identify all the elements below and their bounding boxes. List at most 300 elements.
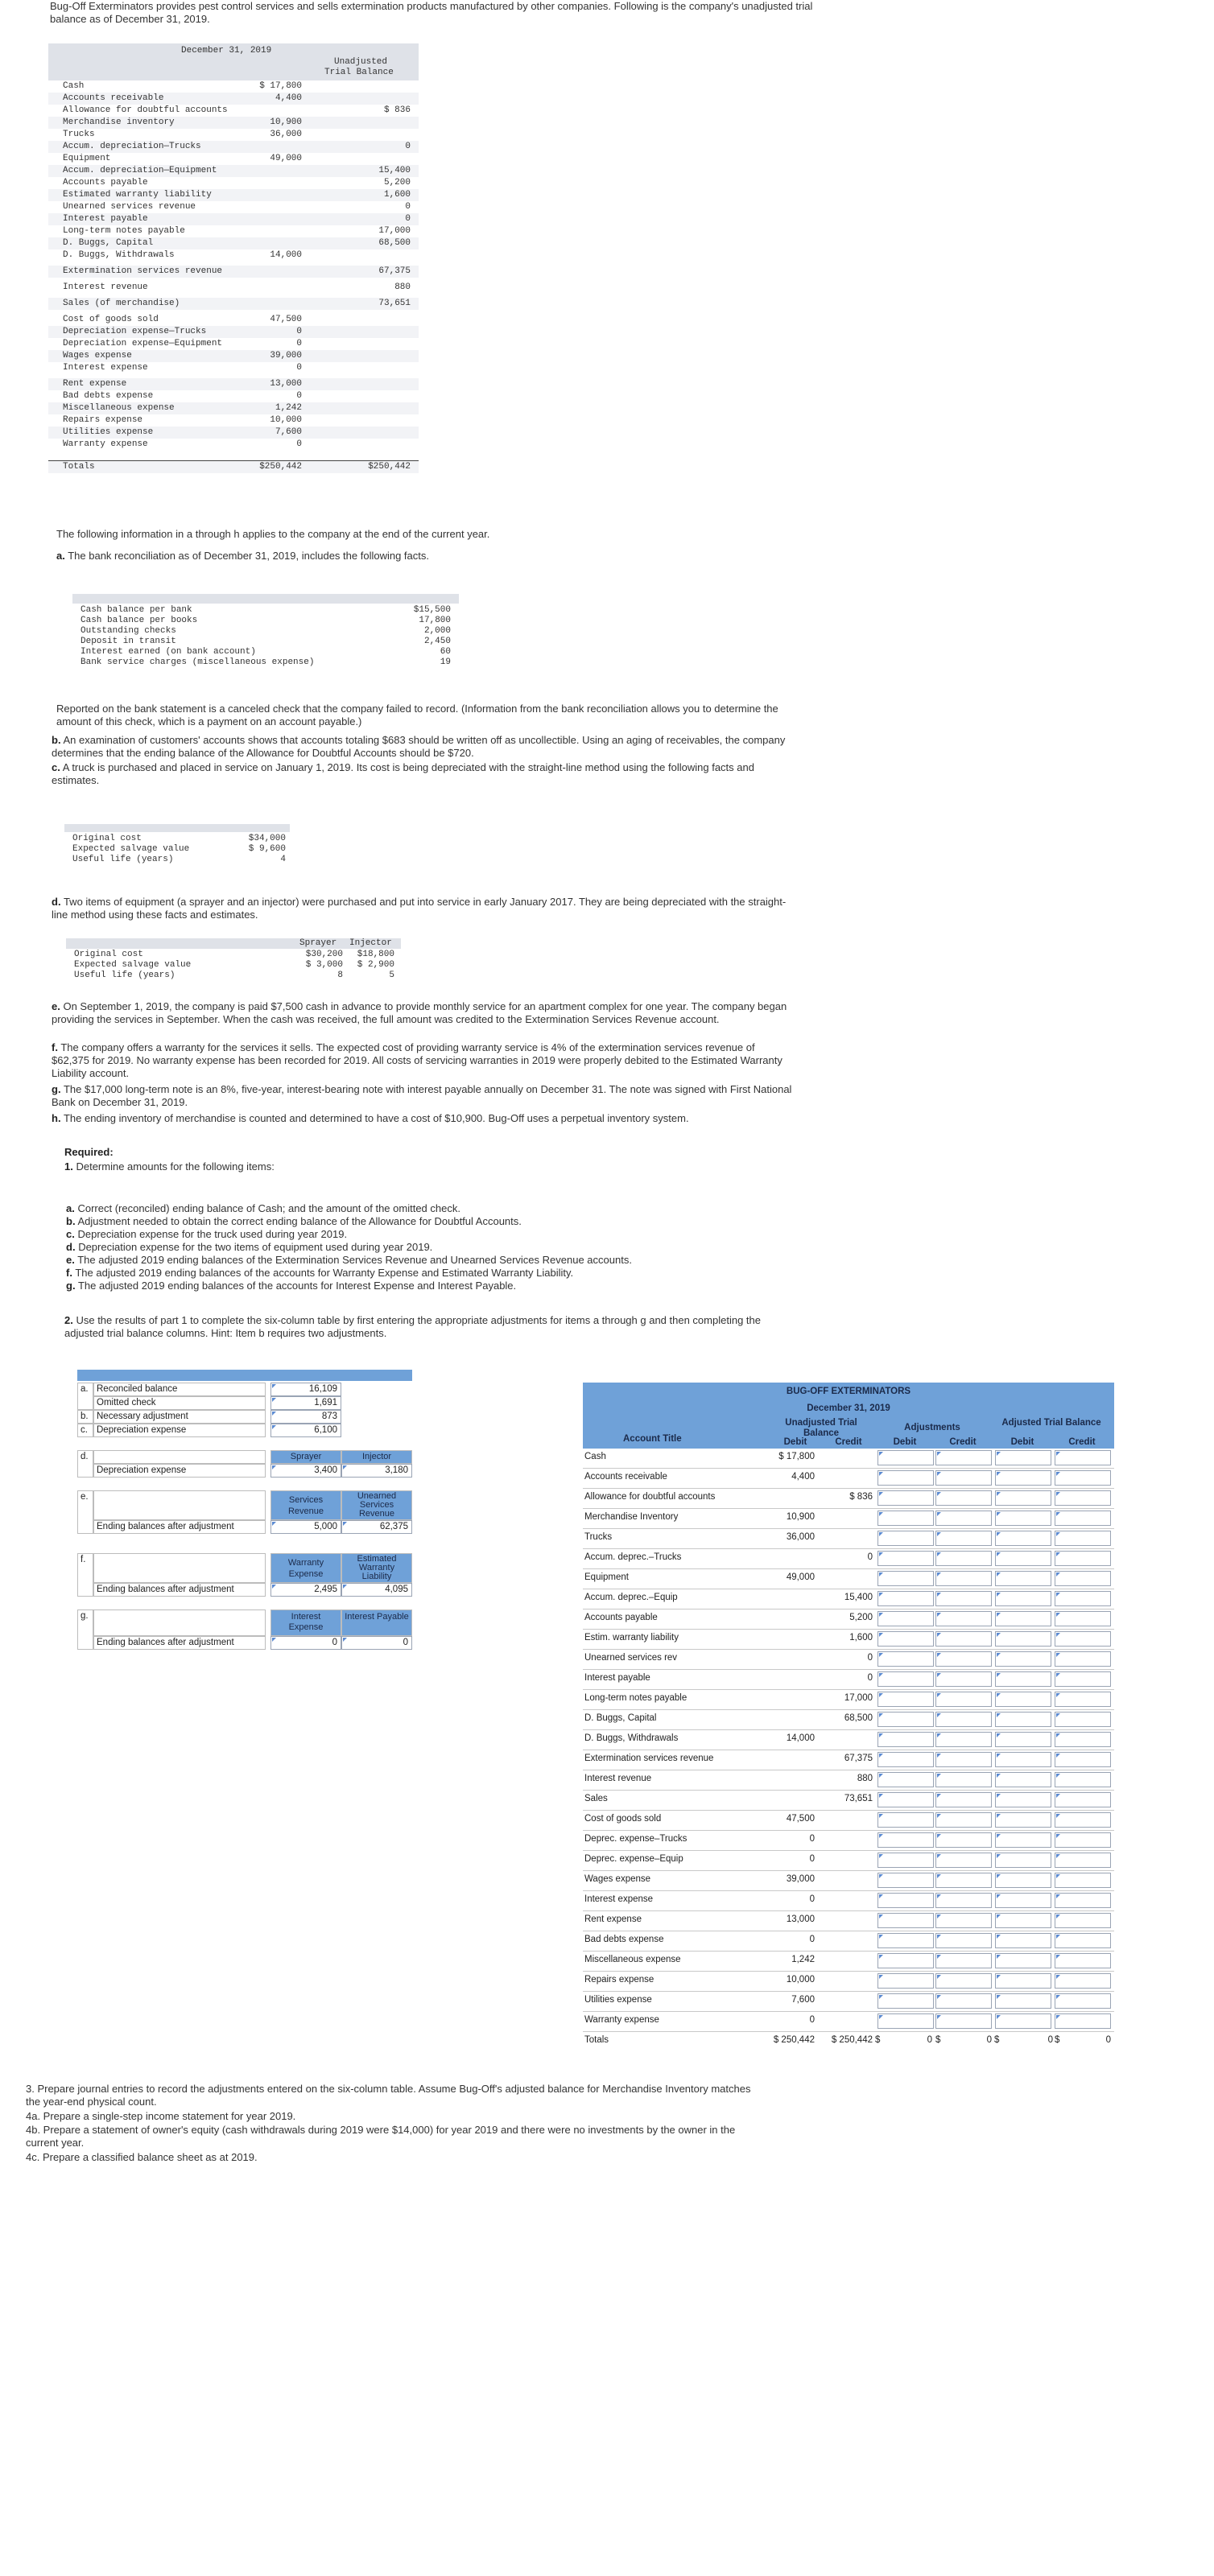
ans-f-blank: [93, 1553, 266, 1583]
six-unadj-debit-value: 0: [809, 2015, 815, 2025]
six-account-name: Trucks: [584, 1532, 613, 1542]
tb-credit: 0: [405, 142, 411, 151]
six-atb-debit-input[interactable]: [995, 1873, 1051, 1888]
six-row: [583, 1449, 1114, 1469]
six-atb-credit-input[interactable]: [1055, 1873, 1111, 1888]
six-atb-credit-input[interactable]: [1055, 1913, 1111, 1928]
ans-e-header-services: Services Revenue: [270, 1490, 341, 1520]
six-atb-debit-input[interactable]: [995, 1470, 1051, 1486]
tb-debit: 13,000: [270, 379, 302, 389]
six-atb-credit-input[interactable]: [1055, 1893, 1111, 1908]
six-row: [583, 1730, 1114, 1750]
six-atb-credit-input[interactable]: [1055, 1692, 1111, 1707]
six-row: [583, 1911, 1114, 1931]
tb-debit: 1,242: [275, 403, 302, 413]
six-unadj-debit-value: 4,400: [791, 1472, 815, 1482]
sprayer-depreciation-input[interactable]: 3,400: [270, 1464, 341, 1478]
six-account-name: Bad debts expense: [584, 1935, 664, 1944]
intro-text: Bug-Off Exterminators provides pest control services and sells extermination products manufactured by other companies. Following is the company's unadjusted trial balance as of December 31, 2019.: [50, 0, 813, 25]
ans-f-header-warranty-expense: Warranty Expense: [270, 1553, 341, 1583]
req1-items: [66, 1202, 791, 1292]
six-atb-debit-input[interactable]: [995, 1571, 1051, 1586]
six-atb-debit-input[interactable]: [995, 1712, 1051, 1727]
six-adj-debit-input[interactable]: [877, 1551, 934, 1566]
six-row: [583, 1529, 1114, 1549]
six-adj-credit-input[interactable]: [935, 1832, 992, 1848]
six-adj-credit-input[interactable]: [935, 1470, 992, 1486]
tb-row: [48, 439, 419, 451]
six-account-name: Warranty expense: [584, 2015, 659, 2025]
item-f: The company offers a warranty for the services it sells. The expected cost of providing warranty service is 4% of the extermination services revenue of $62,375 for 2019. No warranty expense has been recorded for 2019. All costs of servicing warranties in 2019 were properly debited to the Estimated Warranty Liability account.: [52, 1041, 782, 1079]
tb-credit: 67,375: [378, 266, 411, 276]
six-totals-debit: $ 250,442: [773, 2035, 815, 2045]
six-atb-credit-input[interactable]: [1055, 1752, 1111, 1767]
ans-e-header-unearned: Unearned Services Revenue: [341, 1490, 412, 1520]
six-unadj-debit-value: 10,900: [786, 1512, 815, 1522]
six-atb-debit-input[interactable]: [995, 1832, 1051, 1848]
warranty-expense-input[interactable]: 2,495: [270, 1583, 341, 1597]
six-unadj-credit-value: 880: [857, 1774, 873, 1783]
ans-a-row2: Omitted check: [93, 1396, 266, 1410]
tb-row: [48, 314, 419, 326]
ans-d-label: d.: [77, 1450, 93, 1478]
ans-b-label: b.: [77, 1410, 93, 1424]
bank-reconciliation-table: [72, 605, 459, 668]
six-unadj-debit-value: 0: [809, 1854, 815, 1864]
ans-c-row: Depreciation expense: [93, 1424, 266, 1437]
tb-row: [48, 249, 419, 262]
req1-item-text: Depreciation expense for the two items of equipment used during year 2019.: [78, 1241, 433, 1253]
reconciled-balance-input[interactable]: 16,109: [270, 1383, 341, 1396]
tb-row: [48, 266, 419, 278]
item-d: Two items of equipment (a sprayer and an injector) were purchased and put into service in early January 2017. They are being depreciated with the straight-line method using these facts and estimates.: [52, 896, 787, 921]
equip-sprayer-value: 8: [337, 971, 343, 980]
six-atb-credit-input[interactable]: [1055, 1571, 1111, 1586]
six-unadj-debit-value: 0: [809, 1894, 815, 1904]
tb-account-name: Accounts receivable: [63, 93, 164, 103]
six-adj-credit-input[interactable]: [935, 1631, 992, 1647]
six-atb-credit-input[interactable]: [1055, 1712, 1111, 1727]
req1-item: [66, 1254, 791, 1267]
six-account-name: Miscellaneous expense: [584, 1955, 681, 1964]
item-c: A truck is purchased and placed in service on January 1, 2019. Its cost is being depreciated with the straight-line method using the following facts and estimates.: [52, 761, 754, 786]
item-a: The bank reconciliation as of December 31, 2019, includes the following facts.: [68, 550, 429, 562]
six-account-name: Extermination services revenue: [584, 1754, 714, 1763]
six-adj-credit-input[interactable]: [935, 1853, 992, 1868]
six-account-name: Accounts receivable: [584, 1472, 667, 1482]
truck-item-value: 4: [280, 855, 286, 864]
six-tot-atb-d: 0: [1047, 2035, 1053, 2045]
six-adj-debit-input[interactable]: [877, 1631, 934, 1647]
six-col-headers: [583, 1416, 1114, 1449]
req1-item-letter: c.: [66, 1228, 75, 1240]
six-atb-credit-input[interactable]: [1055, 1953, 1111, 1968]
tb-debit: 36,000: [270, 130, 302, 139]
six-adj-debit-input[interactable]: [877, 1611, 934, 1626]
truck-depreciation-input[interactable]: 6,100: [270, 1424, 341, 1437]
bank-item-value: 17,800: [419, 616, 451, 625]
six-adj-credit-input[interactable]: [935, 1611, 992, 1626]
tb-account-name: Estimated warranty liability: [63, 190, 212, 200]
six-atb-credit-input[interactable]: [1055, 1832, 1111, 1848]
bank-item-name: Interest earned (on bank account): [81, 647, 256, 657]
truck-item-name: Useful life (years): [72, 855, 174, 864]
six-atb-debit-input[interactable]: [995, 1671, 1051, 1687]
six-account-name: Sales: [584, 1794, 608, 1803]
bank-item-name: Cash balance per bank: [81, 605, 192, 615]
ans-e-label: e.: [77, 1490, 93, 1534]
six-adj-credit-input[interactable]: [935, 1913, 992, 1928]
item-g-text: g. The $17,000 long-term note is an 8%, five-year, interest-bearing note with interest payable annually on December 31. The note was signed with First National Bank on December 31, 2019.: [52, 1083, 792, 1108]
six-row: [583, 1750, 1114, 1770]
six-adj-credit-input[interactable]: [935, 1993, 992, 2009]
tb-credit: 5,200: [383, 178, 411, 188]
six-atb-debit-input[interactable]: [995, 1953, 1051, 1968]
equip-item-name: Original cost: [74, 950, 143, 959]
tb-row: [48, 165, 419, 177]
six-unadj-credit-value: 73,651: [844, 1794, 873, 1803]
bank-row: [72, 626, 459, 637]
item-b-text: b. An examination of customers' accounts shows that accounts totaling $683 should be written off as uncollectible. Using an aging of receivables, the company determines that the ending balance of the Allowance for Doubtful Accounts should be $720.: [52, 734, 786, 759]
six-atb-debit-input[interactable]: [995, 1732, 1051, 1747]
tb-credit: 68,500: [378, 238, 411, 248]
six-adj-debit-input[interactable]: [877, 1470, 934, 1486]
tb-col-header-1: Unadjusted: [334, 57, 388, 67]
six-atb-debit-input[interactable]: [995, 1993, 1051, 2009]
tb-account-name: Repairs expense: [63, 415, 143, 425]
tb-row: [48, 362, 419, 374]
item-h: The ending inventory of merchandise is counted and determined to have a cost of $10,900. Bug-Off uses a perpetual inventory system.: [63, 1112, 689, 1124]
six-adj-debit-input[interactable]: [877, 1812, 934, 1828]
ans-d-blank: [93, 1450, 266, 1464]
six-atb-credit-input[interactable]: [1055, 1551, 1111, 1566]
injector-depreciation-input[interactable]: 3,180: [341, 1464, 412, 1478]
six-atb-credit-input[interactable]: [1055, 1973, 1111, 1989]
unearned-services-revenue-input[interactable]: 62,375: [341, 1520, 412, 1534]
tb-account-name: Trucks: [63, 130, 95, 139]
six-row: [583, 1609, 1114, 1630]
six-account-name: Accum. deprec.–Equip: [584, 1593, 678, 1602]
six-atb-credit-input[interactable]: [1055, 1651, 1111, 1667]
ans-g-header-interest-payable: Interest Payable: [341, 1609, 412, 1636]
six-adj-debit-input[interactable]: [877, 1913, 934, 1928]
six-adj-credit-input[interactable]: [935, 1893, 992, 1908]
six-adj-credit-input[interactable]: [935, 1531, 992, 1546]
equipment-table: [66, 950, 401, 981]
tb-account-name: Miscellaneous expense: [63, 403, 175, 413]
six-atb-credit-input[interactable]: [1055, 1853, 1111, 1868]
six-adj-credit-input[interactable]: [935, 1792, 992, 1807]
six-adj-credit-input[interactable]: [935, 1551, 992, 1566]
six-atb-credit-input[interactable]: [1055, 1933, 1111, 1948]
six-atb-debit-input[interactable]: [995, 1611, 1051, 1626]
six-adj-debit-input[interactable]: [877, 1571, 934, 1586]
six-atb-credit-input[interactable]: [1055, 1450, 1111, 1465]
req1-item: [66, 1202, 791, 1215]
tb-row: [48, 390, 419, 402]
six-atb-credit-input[interactable]: [1055, 1732, 1111, 1747]
six-adj-credit-input[interactable]: [935, 1450, 992, 1465]
six-adj-debit-input[interactable]: [877, 1450, 934, 1465]
six-adj-debit-input[interactable]: [877, 1651, 934, 1667]
bank-item-value: 60: [440, 647, 451, 657]
item-a-text: a. The bank reconciliation as of December 31, 2019, includes the following facts.: [56, 550, 429, 562]
six-atb-credit-input[interactable]: [1055, 1772, 1111, 1787]
six-adj-credit-input[interactable]: [935, 1812, 992, 1828]
part1-answer-table: [77, 1370, 412, 1732]
six-atb-debit-input[interactable]: [995, 1551, 1051, 1566]
tb-row: [48, 414, 419, 427]
six-adj-debit-input[interactable]: [877, 1893, 934, 1908]
ans-e-blank: [93, 1490, 266, 1520]
tb-debit: 10,000: [270, 415, 302, 425]
six-unadj-debit-value: $ 17,800: [778, 1452, 815, 1461]
truck-row: [64, 834, 290, 844]
six-adj-debit-input[interactable]: [877, 1873, 934, 1888]
six-atb-credit-input[interactable]: [1055, 1671, 1111, 1687]
tb-credit: 880: [394, 282, 411, 292]
six-row: [583, 1690, 1114, 1710]
six-atb-debit-input[interactable]: [995, 1973, 1051, 1989]
six-adj-credit-input[interactable]: [935, 1591, 992, 1606]
tb-credit: $250,442: [368, 462, 411, 472]
req1-item-letter: f.: [66, 1267, 72, 1279]
six-totals-row: [583, 2032, 1114, 2051]
six-adj-debit-input[interactable]: [877, 1792, 934, 1807]
req1-item-text: The adjusted 2019 ending balances of the accounts for Interest Expense and Interest Payable.: [77, 1280, 517, 1292]
req4a-text: 4a. Prepare a single-step income statement for year 2019.: [26, 2110, 296, 2122]
six-account-name: Deprec. expense–Trucks: [584, 1834, 688, 1844]
equip-item-name: Expected salvage value: [74, 960, 192, 970]
six-account-name: D. Buggs, Capital: [584, 1713, 657, 1723]
six-atb-debit-input[interactable]: [995, 1853, 1051, 1868]
bank-header-bar: [72, 594, 459, 604]
six-adj-debit-input[interactable]: [877, 1953, 934, 1968]
six-adj-credit-input[interactable]: [935, 1511, 992, 1526]
item-b: An examination of customers' accounts shows that accounts totaling $683 should be written off as uncollectible. Using an aging of receivables, the company determines that the ending balance of the Allowance for Doubtful Accounts should be $720.: [52, 734, 786, 759]
six-adj-debit-input[interactable]: [877, 1591, 934, 1606]
equip-injector-value: 5: [389, 971, 394, 980]
ans-d-header-injector: Injector: [341, 1450, 412, 1464]
tb-debit: 0: [296, 339, 302, 348]
six-atb-debit-input[interactable]: [995, 1933, 1051, 1948]
six-adj-debit-input[interactable]: [877, 1671, 934, 1687]
ans-g-header-interest-expense: Interest Expense: [270, 1609, 341, 1636]
ans-e-row: Ending balances after adjustment: [93, 1520, 266, 1534]
equip-row: [66, 960, 401, 971]
six-adj-debit-input[interactable]: [877, 1531, 934, 1546]
six-atb-debit-input[interactable]: [995, 1772, 1051, 1787]
six-adj-credit-input[interactable]: [935, 1933, 992, 1948]
six-adj-debit-input[interactable]: [877, 1832, 934, 1848]
six-atb-credit-input[interactable]: [1055, 1591, 1111, 1606]
bank-row: [72, 616, 459, 626]
six-adj-credit-input[interactable]: [935, 2013, 992, 2029]
six-adj-debit-input[interactable]: [877, 1712, 934, 1727]
tb-account-name: Totals: [63, 462, 95, 472]
six-unadj-credit-value: $ 836: [849, 1492, 873, 1502]
tb-account-name: Sales (of merchandise): [63, 299, 180, 308]
tb-row: [48, 460, 419, 473]
six-row: [583, 1770, 1114, 1791]
tb-row: [48, 105, 419, 117]
six-atb-credit-input[interactable]: [1055, 1812, 1111, 1828]
six-unadj-debit-value: 14,000: [786, 1733, 815, 1743]
bank-row: [72, 605, 459, 616]
six-atb-credit-input[interactable]: [1055, 1993, 1111, 2009]
six-account-name: Deprec. expense–Equip: [584, 1854, 683, 1864]
equip-injector-value: $18,800: [357, 950, 394, 959]
six-atb-debit-input[interactable]: [995, 1511, 1051, 1526]
six-unadj-debit: Debit: [783, 1437, 807, 1447]
six-atb-debit-input[interactable]: [995, 1692, 1051, 1707]
six-row: [583, 1710, 1114, 1730]
six-unadj-debit-value: 0: [809, 1834, 815, 1844]
six-atb-debit-input[interactable]: [995, 1812, 1051, 1828]
six-adj-credit-input[interactable]: [935, 1772, 992, 1787]
bank-item-name: Outstanding checks: [81, 626, 176, 636]
six-atb-credit-input[interactable]: [1055, 1490, 1111, 1506]
six-adj-credit-input[interactable]: [935, 1692, 992, 1707]
ans-a-row1: Reconciled balance: [93, 1383, 266, 1396]
six-row: [583, 1509, 1114, 1529]
req1-item-text: The adjusted 2019 ending balances of the accounts for Warranty Expense and Estimated Warranty Liability.: [75, 1267, 574, 1279]
tb-debit: 0: [296, 363, 302, 373]
equip-injector-value: $ 2,900: [357, 960, 394, 970]
req1-item-text: Correct (reconciled) ending balance of Cash; and the amount of the omitted check.: [77, 1202, 460, 1214]
six-group-adjusted: Adjusted Trial Balance: [1001, 1418, 1101, 1428]
six-atb-credit-input[interactable]: [1055, 1611, 1111, 1626]
six-adj-credit-input[interactable]: [935, 1973, 992, 1989]
truck-item-value: $34,000: [248, 834, 286, 843]
six-atb-debit-input[interactable]: [995, 1792, 1051, 1807]
six-adj-debit-input[interactable]: [877, 1933, 934, 1948]
six-atb-credit-input[interactable]: [1055, 1511, 1111, 1526]
tb-row: [48, 177, 419, 189]
six-atb-debit-input[interactable]: [995, 1591, 1051, 1606]
six-unadj-debit-value: 47,500: [786, 1814, 815, 1824]
six-adj-credit-input[interactable]: [935, 1490, 992, 1506]
interest-expense-input[interactable]: 0: [270, 1636, 341, 1650]
warranty-liability-input[interactable]: 4,095: [341, 1583, 412, 1597]
six-adj-debit-input[interactable]: [877, 1993, 934, 2009]
six-atb-debit-input[interactable]: [995, 1490, 1051, 1506]
req1-item-text: The adjusted 2019 ending balances of the Extermination Services Revenue and Unearned Services Revenue accounts.: [77, 1254, 632, 1266]
tb-row: [48, 189, 419, 201]
item-h-text: h. The ending inventory of merchandise is counted and determined to have a cost of $10,900. Bug-Off uses a perpetual inventory system.: [52, 1112, 689, 1124]
req1-item-letter: a.: [66, 1202, 75, 1214]
interest-payable-input[interactable]: 0: [341, 1636, 412, 1650]
six-adj-credit-input[interactable]: [935, 1752, 992, 1767]
necessary-adjustment-input[interactable]: 873: [270, 1410, 341, 1424]
six-adj-credit-input[interactable]: [935, 1571, 992, 1586]
omitted-check-input[interactable]: 1,691: [270, 1396, 341, 1410]
six-company: BUG-OFF EXTERMINATORS: [583, 1383, 1114, 1400]
item-e: On September 1, 2019, the company is paid $7,500 cash in advance to provide monthly service for an apartment complex for one year. The company began providing the services in September. When the cash was received, the full amount was credited to the Extermination Services Revenue account.: [52, 1000, 787, 1025]
req3-text: 3. Prepare journal entries to record the adjustments entered on the six-column table. Assume Bug-Off's adjusted balance for Merchandise Inventory matches the year-end physical count.: [26, 2083, 751, 2108]
six-unadj-credit: Credit: [835, 1437, 862, 1447]
six-adj-debit-input[interactable]: [877, 1752, 934, 1767]
six-adj-credit-input[interactable]: [935, 1651, 992, 1667]
six-account-name: Merchandise Inventory: [584, 1512, 679, 1522]
bank-row: [72, 647, 459, 657]
trial-balance-header: [48, 43, 419, 80]
tb-row: [48, 213, 419, 225]
ans-f-row: Ending balances after adjustment: [93, 1583, 266, 1597]
tb-row: [48, 402, 419, 414]
six-adj-credit-input[interactable]: [935, 1712, 992, 1727]
six-atb-debit-input[interactable]: [995, 2013, 1051, 2029]
req1-item: [66, 1280, 791, 1292]
reported-text: Reported on the bank statement is a canceled check that the company failed to record. (Information from the bank reconciliation allows you to determine the amount of this check, which is a payment on an account payable.): [56, 703, 778, 727]
six-atb-credit-input[interactable]: [1055, 1531, 1111, 1546]
six-adj-debit-input[interactable]: [877, 1772, 934, 1787]
six-row: [583, 1569, 1114, 1589]
six-atb-debit-input[interactable]: [995, 1651, 1051, 1667]
truck-table: [64, 834, 290, 865]
equip-row: [66, 950, 401, 960]
item-g: The $17,000 long-term note is an 8%, five-year, interest-bearing note with interest payable annually on December 31. The note was signed with First National Bank on December 31, 2019.: [52, 1083, 792, 1108]
ans-c-label: c.: [77, 1424, 93, 1437]
truck-row: [64, 855, 290, 865]
six-adj-debit-input[interactable]: [877, 1853, 934, 1868]
six-atb-debit-input[interactable]: [995, 1631, 1051, 1647]
six-adj-credit-input[interactable]: [935, 1671, 992, 1687]
six-atb-debit-input[interactable]: [995, 1752, 1051, 1767]
ans-a-label: a.: [77, 1383, 93, 1410]
six-adj-debit-input[interactable]: [877, 1973, 934, 1989]
six-adj-credit-input[interactable]: [935, 1953, 992, 1968]
six-atb-credit-input[interactable]: [1055, 1631, 1111, 1647]
six-unadj-credit-value: 67,375: [844, 1754, 873, 1763]
six-atb-debit-input[interactable]: [995, 1450, 1051, 1465]
six-unadj-credit-value: 17,000: [844, 1693, 873, 1703]
six-atb-debit-input[interactable]: [995, 1531, 1051, 1546]
tb-row: [48, 93, 419, 105]
six-atb-credit-input[interactable]: [1055, 2013, 1111, 2029]
six-adj-debit-input[interactable]: [877, 1490, 934, 1506]
tb-row: [48, 129, 419, 141]
six-row: [583, 1469, 1114, 1489]
six-row: [583, 1952, 1114, 1972]
services-revenue-input[interactable]: 5,000: [270, 1520, 341, 1534]
tb-account-name: D. Buggs, Withdrawals: [63, 250, 175, 260]
six-account-name: Accum. deprec.–Trucks: [584, 1552, 682, 1562]
six-atb-credit-input[interactable]: [1055, 1470, 1111, 1486]
tb-account-name: D. Buggs, Capital: [63, 238, 154, 248]
six-adj-debit-input[interactable]: [877, 1692, 934, 1707]
six-atb-debit-input[interactable]: [995, 1893, 1051, 1908]
req1-item-letter: e.: [66, 1254, 75, 1266]
six-adj-debit-input[interactable]: [877, 1511, 934, 1526]
six-adj-debit-input[interactable]: [877, 2013, 934, 2029]
six-row: [583, 1549, 1114, 1569]
six-unadj-credit-value: 1,600: [849, 1633, 873, 1642]
six-unadj-debit-value: 1,242: [791, 1955, 815, 1964]
six-unadj-credit-value: 68,500: [844, 1713, 873, 1723]
truck-item-value: $ 9,600: [248, 844, 286, 854]
tb-debit: 4,400: [275, 93, 302, 103]
six-atb-credit-input[interactable]: [1055, 1792, 1111, 1807]
six-row: [583, 1851, 1114, 1871]
six-adj-debit-input[interactable]: [877, 1732, 934, 1747]
tb-account-name: Interest expense: [63, 363, 148, 373]
six-atb-debit-input[interactable]: [995, 1913, 1051, 1928]
six-adj-credit-input[interactable]: [935, 1732, 992, 1747]
six-adj-credit-input[interactable]: [935, 1873, 992, 1888]
six-account-name: Long-term notes payable: [584, 1693, 688, 1703]
req1-item-letter: b.: [66, 1215, 76, 1227]
